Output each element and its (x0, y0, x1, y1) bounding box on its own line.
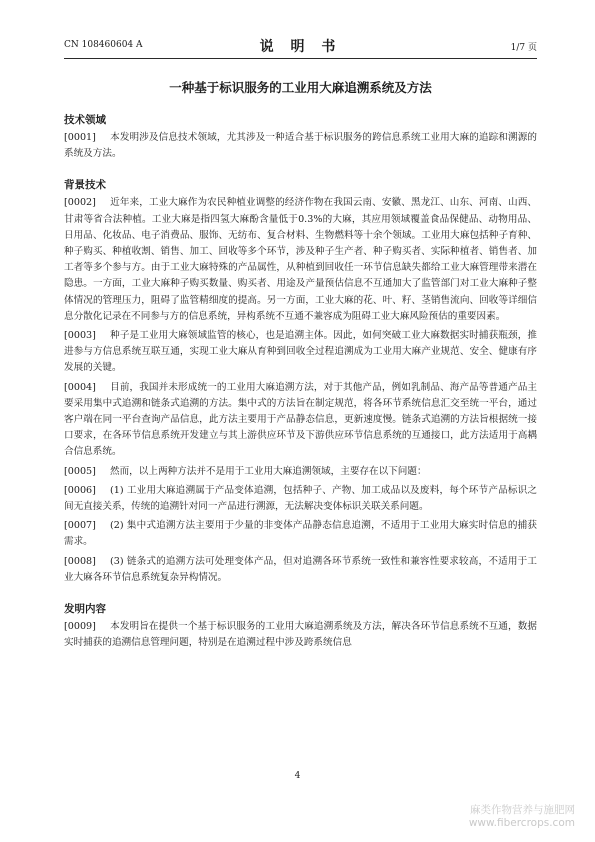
paragraph (64, 328, 537, 377)
paragraph (64, 518, 537, 550)
paragraph-text: (2) 集中式追溯方法主要用于少量的非变体产品静态信息追溯，不适用于工业用大麻实时信息的捕获需求。 (64, 520, 537, 548)
paragraph-number: [0005] (64, 465, 96, 477)
paragraph-number: [0006] (64, 484, 96, 496)
paragraph-number: [0001] (64, 132, 96, 143)
publication-number: CN 108460604 A (64, 40, 143, 50)
paragraph-text: 目前，我国并未形成统一的工业用大麻追溯方法，对于其他产品，例如乳制品、海产品等普通产品主要采用集中式追溯和链条式追溯的方法。集中式的方法旨在制定规范，将各环节系统信息汇交至统一平台，通过客户端在同一平台查询产品信息，此方法主要用于产品静态信息，更新速度慢。链条式追溯的方法旨根据统一接口要求，在各环节信息系统开发建立与其上游供应环节及下游供应环节信息系统的互通接口，此方法适用于高耦合信息系统。 (64, 381, 537, 458)
section-heading-summary: 发明内容 (64, 603, 106, 616)
paragraph-text: 本发明涉及信息技术领域，尤其涉及一种适合基于标识服务的跨信息系统工业用大麻的追踪和溯源的系统及方法。 (64, 132, 537, 160)
header-title: 说 明 书 (259, 39, 342, 55)
paragraph-number: [0002] (64, 197, 96, 209)
paragraph-number: [0008] (64, 555, 96, 567)
paragraph-number: [0004] (64, 381, 96, 393)
page-header (64, 38, 537, 54)
paragraph (64, 130, 537, 162)
paragraph (64, 464, 537, 480)
section-heading-background: 背景技术 (64, 179, 106, 192)
paragraph (64, 483, 537, 515)
header-divider (64, 58, 537, 59)
watermark-title: 麻类作物营养与施肥网 (470, 804, 575, 816)
document-body (64, 113, 537, 654)
paragraph (64, 619, 537, 651)
paragraph (64, 195, 537, 325)
paragraph-text: 然而，以上两种方法并不是用于工业用大麻追溯领域，主要存在以下问题： (110, 465, 427, 477)
paragraph-number: [0009] (64, 621, 96, 633)
paragraph-text: (1) 工业用大麻追溯属于产品变体追溯，包括种子、产物、加工成品以及废料，每个环节产品标识之间无直接关系，传统的追溯针对同一产品进行溯源，无法解决变体标识关联关系问题。 (64, 484, 537, 513)
paragraph (64, 554, 537, 586)
paragraph-text: 种子是工业用大麻领域监管的核心，也是追溯主体。因此，如何突破工业大麻数据实时捕获瓶颈，推进参与方信息系统互联互通，实现工业大麻从育种到回收全过程追溯成为工业用大麻产业规范、安全、健康有序发展的关键。 (64, 330, 537, 374)
paragraph (64, 380, 537, 461)
paragraph-text: 本发明旨在提供一个基于标识服务的工业用大麻追溯系统及方法，解决各环节信息系统不互通，数据实时捕获的追溯信息管理问题，特别是在追溯过程中涉及跨系统信息 (64, 621, 537, 649)
paragraph-number: [0007] (64, 520, 96, 532)
paragraph-text: (3) 链条式的追溯方法可处理变体产品，但对追溯各环节系统一致性和兼容性要求较高，不适用于工业大麻各环节信息系统复杂异构情况。 (64, 555, 537, 583)
paragraph-number: [0003] (64, 330, 96, 342)
watermark-url: www.fibercrops.com (468, 817, 575, 829)
page-indicator: 1/7 页 (510, 43, 537, 53)
document-title: 一种基于标识服务的工业用大麻追溯系统及方法 (169, 80, 432, 95)
section-heading-technical-field: 技术领域 (64, 114, 106, 126)
page-number: 4 (294, 771, 301, 781)
paragraph-text: 近年来，工业大麻作为农民种植业调整的经济作物在我国云南、安徽、黑龙江、山东、河南、山西、甘肃等省合法种植。工业大麻是指四氢大麻酚含量低于0.3%的大麻，其应用领域覆盖食品保健品、动物用品、日用品、化妆品、电子消费品、服饰、无纺布、复合材料、生物燃料等十余个领域。工业用大麻包括种子育种、种子购买、种植收割、销售、加工、回收等多个环节，涉及种子生产者、种子购买者、实际种植者、销售者、加工者等多个参与方。由于工业大麻特殊的产品属性，从种植到回收任一环节信息缺失都给工业大麻管理带来潜在隐患。一方面，工业大麻种子购买数量、购买者、用途及产量预估信息不互通加大了监管部门对工业大麻种子整体情况的管理压力，阻碍了监管精细度的提高。另一方面，工业大麻的花、叶、籽、茎销售流向、回收等详细信息分散化记录在不同参与方的信息系统，异构系统不互通不兼容成为阻碍工业大麻风险预估的重要因素。 (64, 197, 537, 322)
